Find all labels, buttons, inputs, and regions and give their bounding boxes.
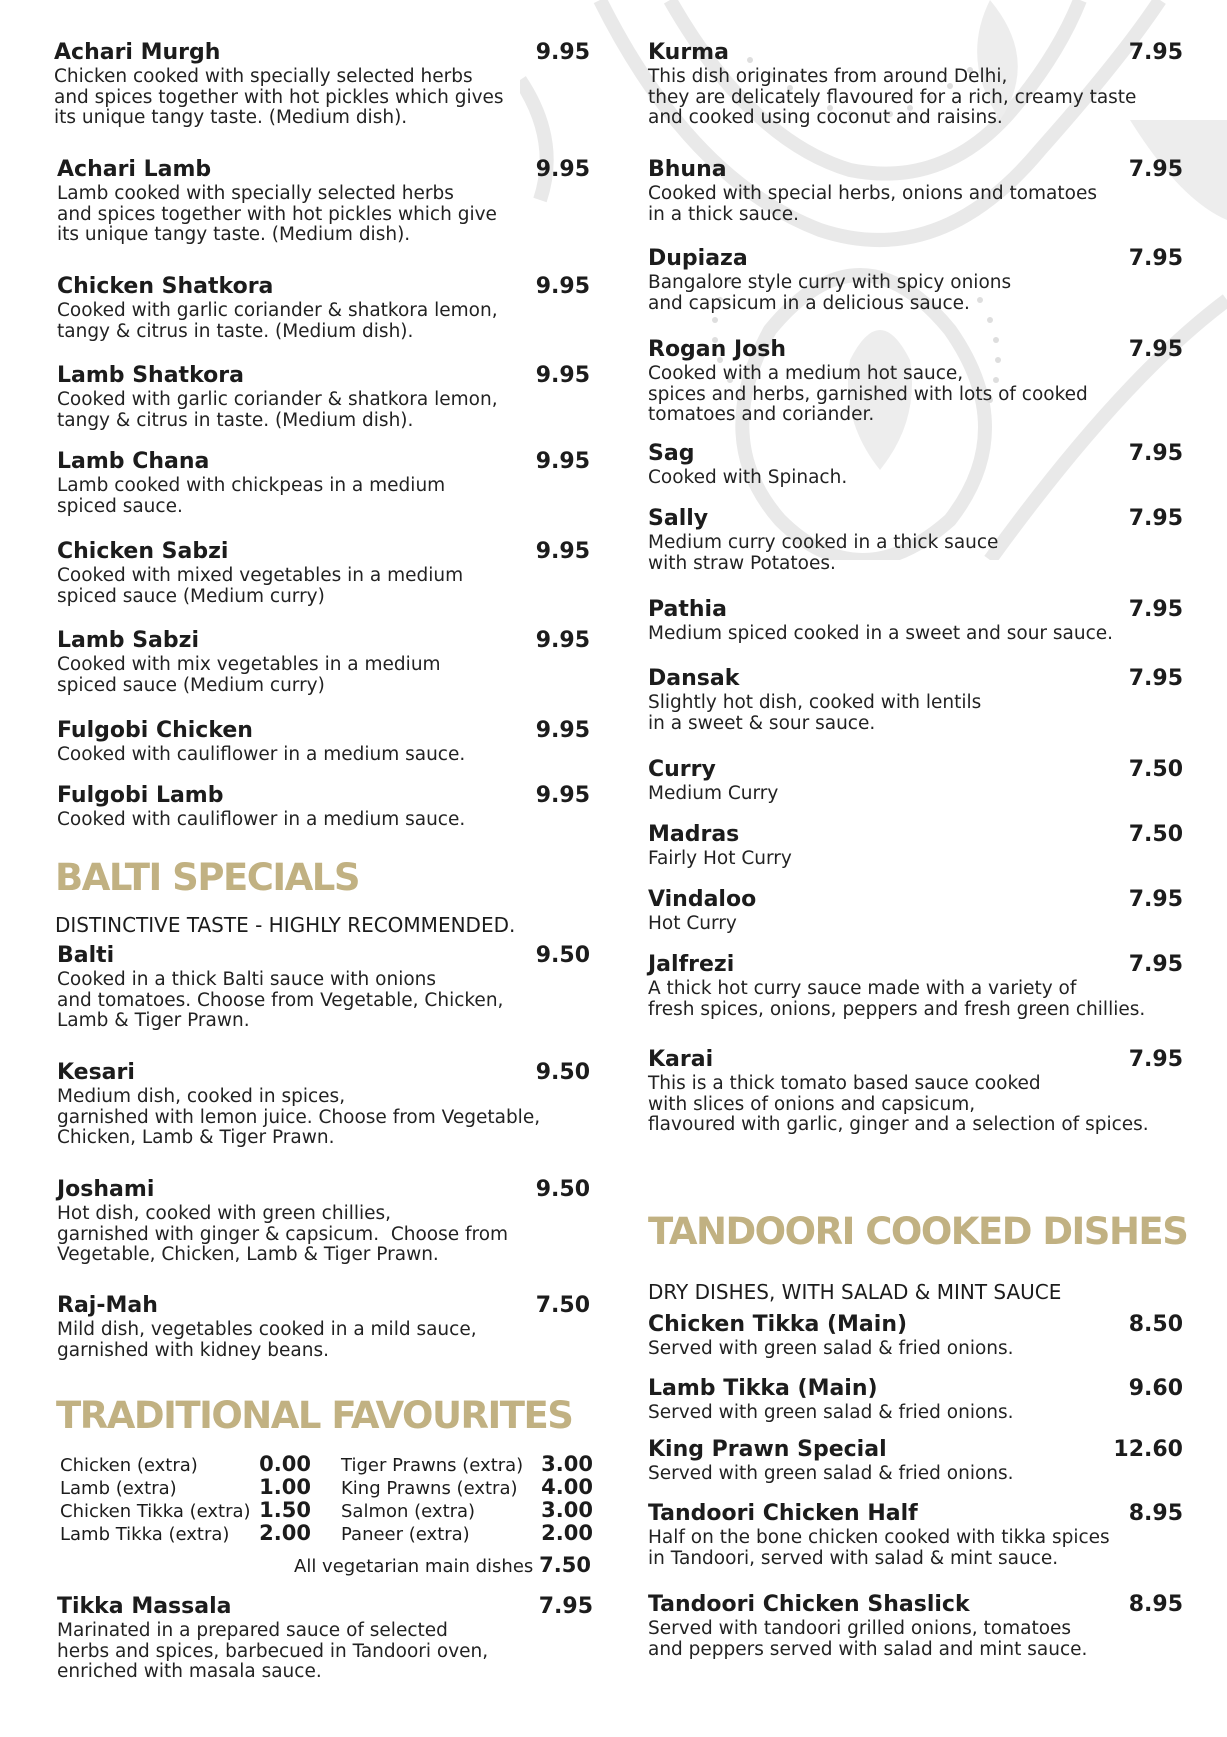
dish-description: Lamb cooked with chickpeas in a medium spiced sauce. bbox=[57, 475, 446, 517]
dish-name: Chicken Sabzi bbox=[57, 539, 229, 564]
dish-description: Cooked with cauliflower in a medium sauce. bbox=[57, 744, 466, 765]
vegetarian-note-price: 7.50 bbox=[539, 1553, 591, 1577]
extra-price: 3.00 bbox=[541, 1498, 593, 1522]
extra-label: Paneer (extra) bbox=[341, 1524, 470, 1545]
dish-description: This is a thick tomato based sauce cooked with slices of onions and capsicum, flavoured with garlic, ginger and a selection of spices. bbox=[648, 1073, 1149, 1135]
dish-price: 8.95 bbox=[1128, 1501, 1183, 1526]
dish-name: Bhuna bbox=[648, 157, 727, 182]
dish-description: Chicken cooked with specially selected herbs and spices together with hot pickles which gives its unique tangy taste. (Medium dish). bbox=[54, 66, 504, 128]
dish-price: 12.60 bbox=[1113, 1437, 1183, 1462]
balti-specials-title: BALTI SPECIALS bbox=[55, 856, 359, 899]
dish-price: 8.95 bbox=[1128, 1592, 1183, 1617]
dish-name: Tikka Massala bbox=[57, 1594, 232, 1619]
dish-description: Cooked with Spinach. bbox=[648, 467, 848, 488]
dish-description: Hot dish, cooked with green chillies, garnished with ginger & capsicum. Choose from Vegetable, Chicken, Lamb & Tiger Prawn. bbox=[57, 1203, 509, 1265]
dish-price: 7.50 bbox=[535, 1293, 590, 1318]
dish-name: Curry bbox=[648, 757, 716, 782]
dish-price: 7.50 bbox=[1128, 757, 1183, 782]
dish-name: Achari Murgh bbox=[54, 40, 221, 65]
dish-description: A thick hot curry sauce made with a variety of fresh spices, onions, peppers and fresh green chillies. bbox=[648, 978, 1146, 1020]
dish-description: Cooked with a medium hot sauce, spices and herbs, garnished with lots of cooked tomatoes and coriander. bbox=[648, 363, 1088, 425]
dish-description: Served with green salad & fried onions. bbox=[648, 1402, 1014, 1423]
extra-label: Chicken (extra) bbox=[60, 1455, 198, 1476]
dish-price: 7.95 bbox=[1128, 597, 1183, 622]
dish-price: 9.95 bbox=[535, 783, 590, 808]
dish-description: Slightly hot dish, cooked with lentils in a sweet & sour sauce. bbox=[648, 692, 982, 734]
dish-name: Vindaloo bbox=[648, 887, 757, 912]
dish-description: Served with tandoori grilled onions, tomatoes and peppers served with salad and mint sauce. bbox=[648, 1618, 1088, 1660]
dish-description: Medium spiced cooked in a sweet and sour sauce. bbox=[648, 623, 1114, 644]
dish-name: Sally bbox=[648, 506, 709, 531]
dish-description: Bangalore style curry with spicy onions and capsicum in a delicious sauce. bbox=[648, 272, 1012, 314]
dish-description: Cooked with mixed vegetables in a medium spiced sauce (Medium curry) bbox=[57, 565, 464, 607]
extra-label: Lamb (extra) bbox=[60, 1478, 177, 1499]
dish-name: Raj-Mah bbox=[57, 1293, 158, 1318]
extra-label: Lamb Tikka (extra) bbox=[60, 1524, 230, 1545]
dish-description: Medium dish, cooked in spices, garnished with lemon juice. Choose from Vegetable, Chicken, Lamb & Tiger Prawn. bbox=[57, 1086, 541, 1148]
dish-description: Served with green salad & fried onions. bbox=[648, 1338, 1014, 1359]
dish-name: Lamb Sabzi bbox=[57, 628, 199, 653]
extra-price: 1.50 bbox=[259, 1498, 311, 1522]
dish-description: Cooked with garlic coriander & shatkora lemon, tangy & citrus in taste. (Medium dish). bbox=[57, 389, 498, 431]
dish-price: 7.95 bbox=[1128, 506, 1183, 531]
dish-name: Tandoori Chicken Shaslick bbox=[648, 1592, 970, 1617]
extra-label: Tiger Prawns (extra) bbox=[341, 1455, 524, 1476]
dish-price: 9.50 bbox=[535, 1060, 590, 1085]
dish-price: 9.95 bbox=[535, 40, 590, 65]
dish-price: 7.95 bbox=[1128, 40, 1183, 65]
dish-description: Cooked with mix vegetables in a medium spiced sauce (Medium curry) bbox=[57, 654, 441, 696]
dish-price: 9.50 bbox=[535, 943, 590, 968]
extra-price: 1.00 bbox=[259, 1475, 311, 1499]
dish-price: 9.60 bbox=[1128, 1376, 1183, 1401]
dish-price: 7.95 bbox=[1128, 337, 1183, 362]
dish-name: Madras bbox=[648, 822, 740, 847]
extra-price: 2.00 bbox=[541, 1521, 593, 1545]
dish-description: Cooked with special herbs, onions and tomatoes in a thick sauce. bbox=[648, 183, 1097, 225]
dish-description: Medium Curry bbox=[648, 783, 779, 804]
dish-description: Marinated in a prepared sauce of selected herbs and spices, barbecued in Tandoori oven, enriched with masala sauce. bbox=[57, 1620, 489, 1682]
dish-price: 9.95 bbox=[535, 274, 590, 299]
dish-price: 9.95 bbox=[535, 539, 590, 564]
dish-price: 9.95 bbox=[535, 363, 590, 388]
dish-name: Fulgobi Lamb bbox=[57, 783, 224, 808]
dish-price: 7.95 bbox=[1128, 666, 1183, 691]
dish-description: Cooked in a thick Balti sauce with onions and tomatoes. Choose from Vegetable, Chicken, Lamb & Tiger Prawn. bbox=[57, 969, 504, 1031]
dish-name: Balti bbox=[57, 943, 115, 968]
dish-price: 9.95 bbox=[535, 718, 590, 743]
dish-description: Half on the bone chicken cooked with tikka spices in Tandoori, served with salad & mint sauce. bbox=[648, 1527, 1110, 1569]
dish-price: 7.95 bbox=[1128, 1047, 1183, 1072]
dish-description: Medium curry cooked in a thick sauce with straw Potatoes. bbox=[648, 532, 999, 574]
dish-description: Served with green salad & fried onions. bbox=[648, 1463, 1014, 1484]
dish-description: Cooked with garlic coriander & shatkora lemon, tangy & citrus in taste. (Medium dish). bbox=[57, 300, 498, 342]
dish-price: 7.95 bbox=[1128, 952, 1183, 977]
dish-price: 7.50 bbox=[1128, 822, 1183, 847]
tandoori-dishes-title: TANDOORI COOKED DISHES bbox=[648, 1210, 1188, 1253]
dish-price: 8.50 bbox=[1128, 1312, 1183, 1337]
extra-price: 3.00 bbox=[541, 1452, 593, 1476]
dish-name: Kurma bbox=[648, 40, 729, 65]
dish-description: This dish originates from around Delhi, they are delicately flavoured for a rich, creamy taste and cooked using coconut and raisins. bbox=[648, 66, 1137, 128]
dish-price: 9.50 bbox=[535, 1177, 590, 1202]
dish-price: 7.95 bbox=[538, 1594, 593, 1619]
dish-name: Sag bbox=[648, 441, 695, 466]
dish-price: 9.95 bbox=[535, 449, 590, 474]
extra-label: King Prawns (extra) bbox=[341, 1478, 518, 1499]
dish-name: Karai bbox=[648, 1047, 714, 1072]
dish-name: Dupiaza bbox=[648, 246, 748, 271]
dish-name: Chicken Shatkora bbox=[57, 274, 274, 299]
dish-description: Mild dish, vegetables cooked in a mild sauce, garnished with kidney beans. bbox=[57, 1319, 477, 1361]
dish-price: 7.95 bbox=[1128, 157, 1183, 182]
dish-name: Fulgobi Chicken bbox=[57, 718, 253, 743]
traditional-favourites-title: TRADITIONAL FAVOURITES bbox=[56, 1394, 573, 1437]
dish-price: 7.95 bbox=[1128, 441, 1183, 466]
balti-specials-subtitle: DISTINCTIVE TASTE - HIGHLY RECOMMENDED. bbox=[55, 913, 516, 937]
vegetarian-note-label: All vegetarian main dishes bbox=[294, 1556, 534, 1577]
dish-name: Tandoori Chicken Half bbox=[648, 1501, 918, 1526]
dish-price: 7.95 bbox=[1128, 887, 1183, 912]
dish-name: Kesari bbox=[57, 1060, 135, 1085]
dish-description: Lamb cooked with specially selected herbs and spices together with hot pickles which give its unique tangy taste. (Medium dish). bbox=[57, 183, 497, 245]
dish-name: King Prawn Special bbox=[648, 1437, 887, 1462]
tandoori-dishes-subtitle: DRY DISHES, WITH SALAD & MINT SAUCE bbox=[648, 1280, 1062, 1304]
dish-name: Jalfrezi bbox=[648, 952, 735, 977]
dish-price: 7.95 bbox=[1128, 246, 1183, 271]
extra-label: Chicken Tikka (extra) bbox=[60, 1501, 251, 1522]
dish-description: Fairly Hot Curry bbox=[648, 848, 792, 869]
dish-name: Lamb Chana bbox=[57, 449, 210, 474]
dish-name: Chicken Tikka (Main) bbox=[648, 1312, 908, 1337]
dish-name: Lamb Shatkora bbox=[57, 363, 244, 388]
dish-price: 9.95 bbox=[535, 157, 590, 182]
extra-price: 4.00 bbox=[541, 1475, 593, 1499]
dish-name: Lamb Tikka (Main) bbox=[648, 1376, 878, 1401]
dish-description: Cooked with cauliflower in a medium sauce. bbox=[57, 809, 466, 830]
extra-price: 0.00 bbox=[259, 1452, 311, 1476]
dish-description: Hot Curry bbox=[648, 913, 737, 934]
dish-name: Achari Lamb bbox=[57, 157, 212, 182]
dish-name: Joshami bbox=[57, 1177, 155, 1202]
dish-name: Dansak bbox=[648, 666, 740, 691]
dish-price: 9.95 bbox=[535, 628, 590, 653]
dish-name: Pathia bbox=[648, 597, 727, 622]
extra-price: 2.00 bbox=[259, 1521, 311, 1545]
dish-name: Rogan Josh bbox=[648, 337, 787, 362]
extra-label: Salmon (extra) bbox=[341, 1501, 476, 1522]
